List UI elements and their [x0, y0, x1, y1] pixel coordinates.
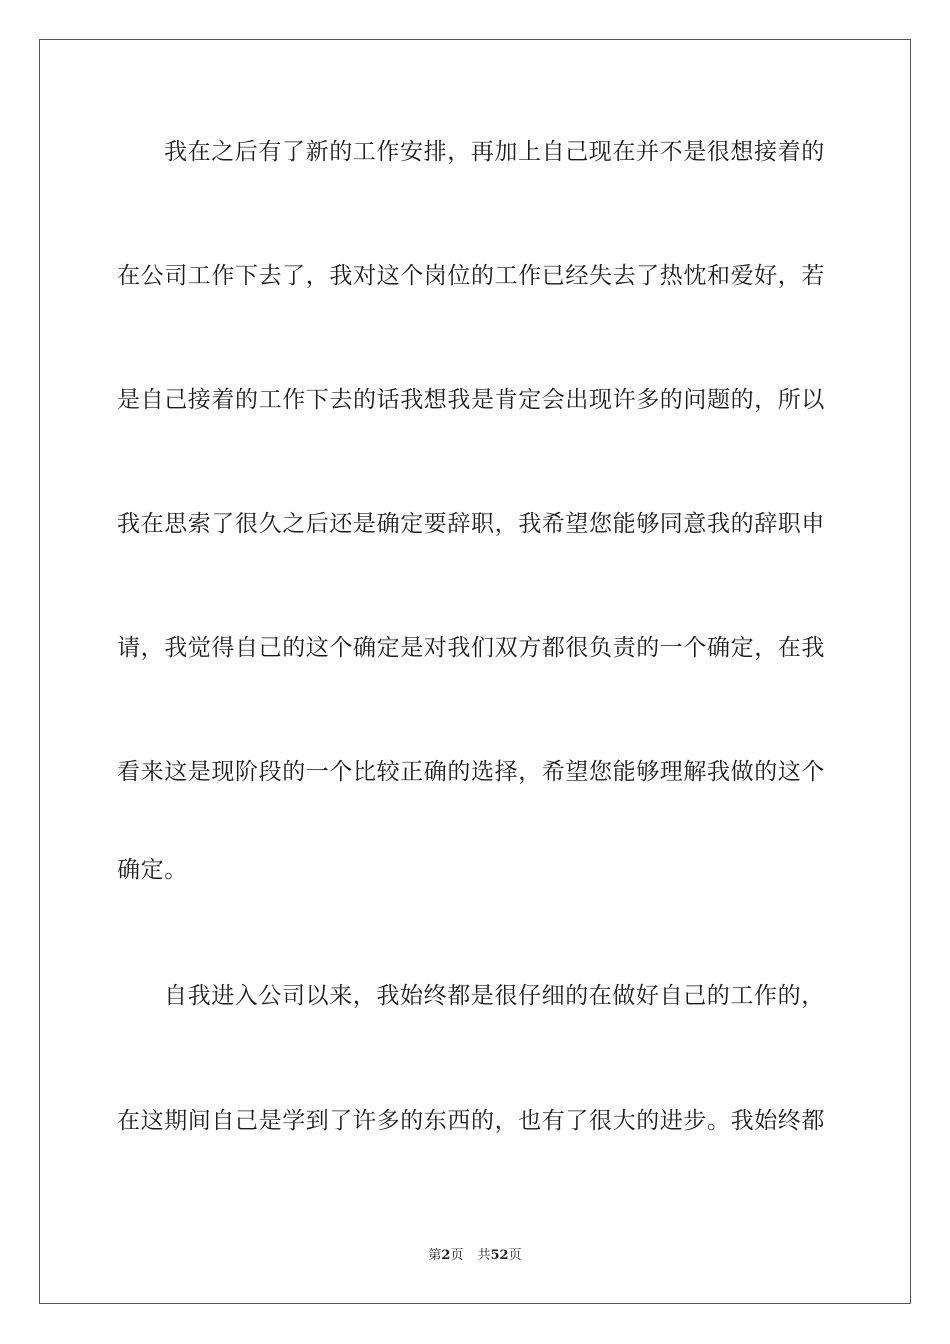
total-pages: 52 — [490, 1248, 509, 1263]
page-suffix: 页 — [450, 1248, 464, 1263]
paragraph-line: 我在之后有了新的工作安排，再加上自己现在并不是很想接着的 — [164, 139, 825, 165]
page-footer — [0, 1248, 950, 1264]
paragraph-line: 看来这是现阶段的一个比较正确的选择，希望您能够理解我做的这个 — [117, 759, 825, 785]
page-number: 2 — [441, 1248, 451, 1263]
total-suffix: 页 — [508, 1248, 522, 1263]
paragraph-line: 在这期间自己是学到了许多的东西的，也有了很大的进步。我始终都 — [117, 1108, 825, 1134]
paragraph-line: 确定。 — [117, 857, 188, 883]
paragraph-line: 请，我觉得自己的这个确定是对我们双方都很负责的一个确定，在我 — [117, 635, 825, 661]
paragraph-line: 自我进入公司以来，我始终都是很仔细的在做好自己的工作的， — [164, 983, 825, 1009]
total-prefix: 共 — [477, 1248, 491, 1263]
page-prefix: 第 — [428, 1248, 442, 1263]
paragraph-line: 我在思索了很久之后还是确定要辞职，我希望您能够同意我的辞职申 — [117, 511, 825, 537]
paragraph-line: 是自己接着的工作下去的话我想我是肯定会出现许多的问题的，所以 — [117, 387, 825, 413]
paragraph-line: 在公司工作下去了，我对这个岗位的工作已经失去了热忱和爱好，若 — [117, 263, 825, 289]
